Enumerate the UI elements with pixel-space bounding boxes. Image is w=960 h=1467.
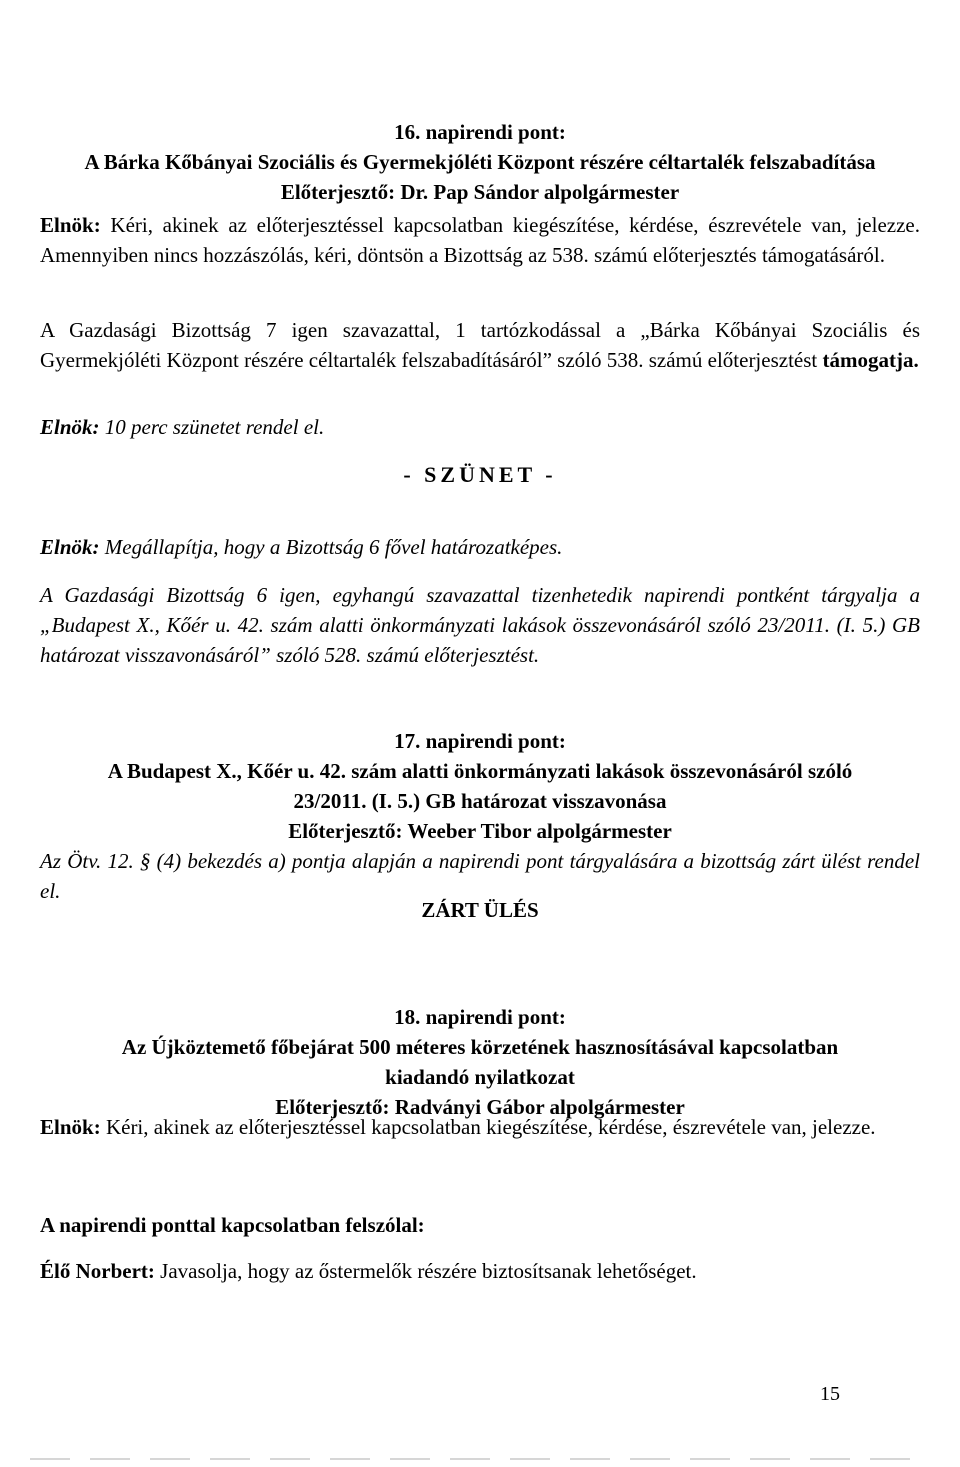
item17-header: [40, 726, 920, 846]
break-marker: - SZÜNET -: [403, 462, 557, 487]
item16-presenter: Előterjesztő: Dr. Pap Sándor alpolgármester: [280, 180, 680, 204]
quorum-statement: Elnök: Megállapítja, hogy a Bizottság 6 fővel határozatképes.: [40, 535, 563, 559]
vote-decision: támogatja.: [822, 348, 919, 372]
item17-number: 17. napirendi pont:: [394, 729, 566, 753]
item18-number: 18. napirendi pont:: [394, 1005, 566, 1029]
speakers-heading: A napirendi ponttal kapcsolatban felszólal:: [40, 1213, 425, 1237]
item18-title-line1: Az Újköztemető főbejárat 500 méteres körzetének hasznosításával kapcsolatban: [121, 1035, 839, 1059]
item17-title-line2: 23/2011. (I. 5.) GB határozat visszavonása: [293, 789, 667, 813]
item16-vote-paragraph: [40, 315, 920, 375]
item16-title: A Bárka Kőbányai Szociális és Gyermekjóléti Központ részére céltartalék felszabadítása: [84, 150, 876, 174]
speaker-name: Élő Norbert:: [40, 1259, 155, 1283]
speaker-text: Javasolja, hogy az őstermelők részére biztosítsanak lehetőséget.: [160, 1259, 697, 1283]
item18-presenter: Előterjesztő: Radványi Gábor alpolgármester: [275, 1095, 685, 1119]
item18-title-line2: kiadandó nyilatkozat: [385, 1065, 575, 1089]
item18-header: [40, 1002, 920, 1122]
chair-label: Elnök:: [40, 213, 101, 237]
page-number: 15: [820, 1383, 840, 1405]
chair-text: Kéri, akinek az előterjesztéssel kapcsolatban kiegészítése, kérdése, észrevétele van, jelezze. Amennyiben nincs hozzászólás, kéri, döntsön a Bizottság az 538. számú előterjesztés támogatásáról.: [40, 213, 920, 267]
closed-session-text: Az Ötv. 12. § (4) bekezdés a) pontja alapján a napirendi pont tárgyalására a bizottság zárt ülést rendel el.: [40, 849, 920, 903]
item17-title-line1: A Budapest X., Kőér u. 42. szám alatti önkormányzati lakások összevonásáról szóló: [107, 759, 853, 783]
break-announcement: Elnök: 10 perc szünetet rendel el.: [40, 415, 325, 439]
item16-number: 16. napirendi pont:: [394, 120, 566, 144]
scan-artifact-line: [30, 1458, 930, 1460]
item18-chair-paragraph: Elnök: Kéri, akinek az előterjesztéssel kapcsolatban kiegészítése, kérdése, észrevétele van, jelezze.: [40, 1115, 876, 1139]
vote-text: A Gazdasági Bizottság 7 igen szavazattal, 1 tartózkodással a „Bárka Kőbányai Szociális és Gyermekjóléti Központ részére céltartalék felszabadításáról” szóló 538. számú előterjesztést: [40, 318, 920, 372]
item16-chair-paragraph: [40, 210, 920, 270]
item16-header: [40, 117, 920, 207]
closed-session-title: ZÁRT ÜLÉS: [421, 898, 539, 922]
agenda-vote-paragraph: A Gazdasági Bizottság 6 igen, egyhangú szavazattal tizenhetedik napirendi pontként tárgyalja a „Budapest X., Kőér u. 42. szám alatti önkormányzati lakások összevonásáról szóló 23/2011. (I. 5.) GB határozat visszavonásáról” szóló 528. számú előterjesztést.: [40, 583, 920, 667]
item17-presenter: Előterjesztő: Weeber Tibor alpolgármester: [288, 819, 672, 843]
speaker-statement: [40, 1256, 920, 1286]
